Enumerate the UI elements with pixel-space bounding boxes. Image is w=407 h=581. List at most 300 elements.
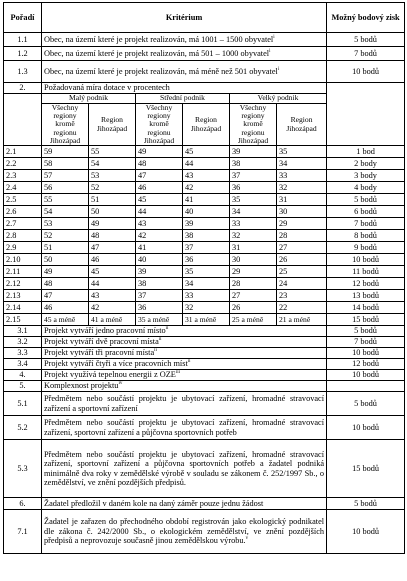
criterion-number-text: 2.12 bbox=[6, 278, 21, 288]
table-row bbox=[4, 182, 405, 194]
subsidy-rate-text: 42 bbox=[138, 230, 147, 240]
criterion-number-text: 2.1 bbox=[6, 146, 17, 156]
criterion-text bbox=[42, 416, 327, 440]
subsidy-rate-text: 52 bbox=[44, 230, 53, 240]
criterion-text-text: Projekt využívá tepelnou energii z OZE bbox=[44, 370, 176, 380]
criterion-number-text: 3.2 bbox=[17, 337, 28, 347]
subsidy-rate-text: 40 bbox=[185, 206, 194, 216]
criterion-number-text: 2.14 bbox=[6, 302, 21, 312]
subsidy-rate-text: 46 bbox=[91, 254, 100, 264]
table-row bbox=[4, 146, 405, 158]
subsidy-rate bbox=[136, 218, 183, 230]
region-header-jihozapad bbox=[89, 104, 136, 146]
criterion-points-text: 3 body bbox=[354, 170, 377, 180]
subsidy-rate bbox=[230, 266, 277, 278]
subsidy-rate bbox=[183, 218, 230, 230]
subsidy-rate-text: 43 bbox=[91, 290, 100, 300]
subsidy-rate bbox=[230, 182, 277, 194]
criterion-points bbox=[327, 314, 405, 326]
criterion-points-text: 5 bodů bbox=[354, 194, 377, 204]
footnote-mark: iii bbox=[175, 370, 181, 376]
subsidy-rate-text: 41 a méně bbox=[91, 314, 123, 324]
criterion-points bbox=[327, 348, 405, 359]
subsidy-rate bbox=[42, 158, 89, 170]
table-row bbox=[4, 392, 405, 416]
criterion-number-text: 3.1 bbox=[17, 326, 28, 336]
table-row bbox=[4, 230, 405, 242]
table-row bbox=[4, 254, 405, 266]
table-row bbox=[4, 206, 405, 218]
criterion-number-text: 2.11 bbox=[6, 266, 21, 276]
footnote-mark: ii bbox=[165, 326, 169, 332]
criterion-text bbox=[42, 440, 327, 498]
subsidy-rate bbox=[136, 194, 183, 206]
subsidy-rate-text: 24 bbox=[279, 278, 288, 288]
criterion-points-text: 10 bodů bbox=[352, 370, 380, 380]
criterion-number bbox=[4, 337, 42, 348]
subsidy-rate bbox=[89, 230, 136, 242]
table-row bbox=[4, 290, 405, 302]
subsidy-rate-text: 35 bbox=[232, 194, 241, 204]
region-header-other bbox=[136, 104, 183, 146]
table-row bbox=[4, 337, 405, 348]
criterion-points-text: 7 bodů bbox=[354, 218, 377, 228]
subsidy-rate bbox=[136, 170, 183, 182]
criterion-text-text: Předmětem nebo součástí projektu je ubytovací zařízení, hromadné stravovací zařízení, sportovní zařízení a půjčovna sportovních potřeb bbox=[44, 418, 325, 437]
region-header-other-text: Všechny regiony kromě regionu Jihozápad bbox=[237, 103, 269, 145]
subsidy-rate-text: 41 bbox=[138, 242, 147, 252]
table-row bbox=[4, 33, 405, 47]
table-row bbox=[4, 440, 405, 498]
criterion-text bbox=[42, 33, 327, 47]
criterion-number-text: 4. bbox=[19, 370, 26, 380]
criterion-number bbox=[4, 83, 42, 94]
subsidy-rate bbox=[183, 278, 230, 290]
subsidy-rate bbox=[136, 302, 183, 314]
table-row bbox=[4, 47, 405, 61]
subsidy-rate-text: 25 a méně bbox=[232, 314, 264, 324]
subsidy-rate bbox=[183, 194, 230, 206]
subsidy-rate bbox=[183, 266, 230, 278]
subsidy-rate-text: 52 bbox=[91, 182, 100, 192]
criterion-points bbox=[327, 416, 405, 440]
criterion-number bbox=[4, 359, 42, 370]
subsidy-rate-text: 47 bbox=[138, 170, 147, 180]
criterion-number bbox=[4, 230, 42, 242]
criterion-number bbox=[4, 370, 42, 381]
criterion-number-text: 2.9 bbox=[6, 242, 17, 252]
criterion-text-text: Obec, na území které je projekt realizován, má méně než 501 obyvatel bbox=[44, 66, 278, 76]
criterion-points bbox=[327, 230, 405, 242]
subsidy-rate-text: 43 bbox=[138, 218, 147, 228]
subsidy-rate bbox=[230, 206, 277, 218]
subsidy-rate-text: 45 bbox=[138, 194, 147, 204]
subsidy-rate bbox=[230, 290, 277, 302]
subsidy-rate-text: 35 bbox=[279, 146, 288, 156]
subsidy-rate-text: 39 bbox=[232, 146, 241, 156]
subsidy-rate-text: 44 bbox=[91, 278, 100, 288]
criterion-number bbox=[4, 278, 42, 290]
subsidy-rate-text: 38 bbox=[232, 158, 241, 168]
subsidy-rate-text: 58 bbox=[44, 158, 53, 168]
criterion-points bbox=[327, 370, 405, 381]
subsidy-rate bbox=[136, 206, 183, 218]
subsidy-rate bbox=[42, 242, 89, 254]
criterion-points-text: 4 body bbox=[354, 182, 377, 192]
subsidy-rate-text: 53 bbox=[44, 218, 53, 228]
empty-points-cell bbox=[327, 381, 405, 392]
subsidy-rate bbox=[42, 302, 89, 314]
table-row bbox=[4, 416, 405, 440]
subsidy-rate-text: 31 a méně bbox=[185, 314, 217, 324]
criterion-points bbox=[327, 290, 405, 302]
subsidy-rate-text: 53 bbox=[91, 170, 100, 180]
criterion-points-text: 10 bodů bbox=[352, 254, 380, 264]
subsidy-rate bbox=[183, 230, 230, 242]
criterion-number bbox=[4, 254, 42, 266]
subsidy-rate-text: 33 bbox=[232, 218, 241, 228]
criterion-number-text: 5.3 bbox=[17, 463, 28, 473]
criterion-number bbox=[4, 182, 42, 194]
criterion-number bbox=[4, 242, 42, 254]
subsidy-rate bbox=[183, 182, 230, 194]
subsidy-rate bbox=[277, 206, 327, 218]
subsidy-rate bbox=[136, 290, 183, 302]
criterion-points-text: 11 bodů bbox=[352, 266, 379, 276]
region-header-other bbox=[230, 104, 277, 146]
subsidy-rate-text: 33 bbox=[279, 170, 288, 180]
subsidy-rate bbox=[42, 230, 89, 242]
criterion-number-text: 2.6 bbox=[6, 206, 17, 216]
criterion-points bbox=[327, 254, 405, 266]
table-row bbox=[4, 498, 405, 510]
subsidy-rate-text: 45 bbox=[185, 146, 194, 156]
table-row bbox=[4, 302, 405, 314]
criterion-points bbox=[327, 440, 405, 498]
subsidy-rate-text: 55 bbox=[44, 194, 53, 204]
subsidy-rate-text: 48 bbox=[91, 230, 100, 240]
enterprise-size-header-text: Velký podnik bbox=[257, 93, 299, 103]
subsidy-rate bbox=[42, 146, 89, 158]
subsidy-rate-text: 28 bbox=[279, 230, 288, 240]
subsidy-rate bbox=[42, 278, 89, 290]
criterion-points bbox=[327, 61, 405, 83]
subsidy-rate-text: 32 bbox=[232, 230, 241, 240]
subsidy-rate bbox=[230, 170, 277, 182]
table-row bbox=[4, 314, 405, 326]
subsidy-rate bbox=[230, 230, 277, 242]
subsidy-rate-text: 49 bbox=[44, 266, 53, 276]
footnote-mark: i bbox=[269, 49, 271, 55]
subsidy-rate bbox=[230, 218, 277, 230]
criterion-number bbox=[4, 290, 42, 302]
criterion-points-text: 5 bodů bbox=[354, 398, 377, 408]
subsidy-rate bbox=[277, 302, 327, 314]
subsidy-rate-text: 42 bbox=[91, 302, 100, 312]
subsidy-rate bbox=[277, 254, 327, 266]
section-title-text: Komplexnost projektu bbox=[44, 381, 119, 391]
criterion-number bbox=[4, 498, 42, 510]
subsidy-rate-text: 32 bbox=[185, 302, 194, 312]
subsidy-rate-text: 39 bbox=[138, 266, 147, 276]
criterion-number bbox=[4, 61, 42, 83]
table-row bbox=[4, 348, 405, 359]
criterion-number-text: 2.10 bbox=[6, 254, 21, 264]
table-row bbox=[4, 61, 405, 83]
criterion-points bbox=[327, 337, 405, 348]
table-row bbox=[4, 359, 405, 370]
subsidy-rate bbox=[42, 170, 89, 182]
criterion-text-text: Projekt vytváří dvě pracovní místa bbox=[44, 337, 159, 347]
criterion-points-text: 5 bodů bbox=[354, 498, 377, 508]
criterion-points bbox=[327, 510, 405, 554]
criterion-points bbox=[327, 392, 405, 416]
criterion-points-text: 10 bodů bbox=[352, 66, 380, 76]
subsidy-rate bbox=[183, 158, 230, 170]
criterion-number-text: 5. bbox=[19, 381, 26, 391]
subsidy-rate bbox=[230, 314, 277, 326]
criterion-points bbox=[327, 47, 405, 61]
table-row bbox=[4, 278, 405, 290]
criterion-points-text: 5 bodů bbox=[354, 34, 377, 44]
subsidy-rate-text: 57 bbox=[44, 170, 53, 180]
footnote-mark: i bbox=[273, 35, 275, 41]
criterion-number bbox=[4, 348, 42, 359]
subsidy-rate bbox=[42, 314, 89, 326]
subsidy-rate-text: 26 bbox=[232, 302, 241, 312]
criterion-number bbox=[4, 392, 42, 416]
criterion-number bbox=[4, 158, 42, 170]
criterion-points bbox=[327, 266, 405, 278]
subsidy-rate-text: 21 a méně bbox=[279, 314, 311, 324]
table-body bbox=[4, 33, 405, 554]
criterion-points-text: 2 body bbox=[354, 158, 377, 168]
criterion-number-text: 2.4 bbox=[6, 182, 17, 192]
subsidy-rate bbox=[277, 278, 327, 290]
criterion-text bbox=[42, 498, 327, 510]
table-row bbox=[4, 266, 405, 278]
subsidy-rate-text: 30 bbox=[279, 206, 288, 216]
subsidy-rate-text: 29 bbox=[232, 266, 241, 276]
criterion-number-text: 2.13 bbox=[6, 290, 21, 300]
criterion-points-text: 13 bodů bbox=[352, 290, 380, 300]
criterion-number-text: 1.2 bbox=[17, 48, 28, 58]
subsidy-rate-text: 47 bbox=[44, 290, 53, 300]
subsidy-rate-text: 51 bbox=[44, 242, 53, 252]
criterion-points bbox=[327, 326, 405, 337]
subsidy-rate-text: 48 bbox=[44, 278, 53, 288]
subsidy-rate bbox=[136, 242, 183, 254]
subsidy-rate-text: 49 bbox=[138, 146, 147, 156]
subsidy-rate bbox=[89, 206, 136, 218]
criterion-number bbox=[4, 302, 42, 314]
criterion-points-text: 10 bodů bbox=[352, 526, 380, 536]
criterion-text-text: Žadatel předložil v daném kole na daný záměr pouze jednu žádost bbox=[44, 498, 264, 508]
criterion-points-text: 10 bodů bbox=[352, 422, 380, 432]
subsidy-rate bbox=[42, 206, 89, 218]
subsidy-rate bbox=[230, 194, 277, 206]
region-header-jihozapad bbox=[277, 104, 327, 146]
criterion-number bbox=[4, 146, 42, 158]
subsidy-rate-text: 45 a méně bbox=[44, 314, 76, 324]
subsidy-rate bbox=[277, 146, 327, 158]
subsidy-rate bbox=[277, 242, 327, 254]
subsidy-rate bbox=[277, 182, 327, 194]
subsidy-rate-text: 47 bbox=[91, 242, 100, 252]
region-header-jihozapad bbox=[183, 104, 230, 146]
subsidy-rate bbox=[230, 278, 277, 290]
subsidy-rate bbox=[230, 158, 277, 170]
subsidy-rate bbox=[183, 290, 230, 302]
criterion-number bbox=[4, 33, 42, 47]
region-header-other bbox=[42, 104, 89, 146]
criterion-points bbox=[327, 194, 405, 206]
criterion-text bbox=[42, 392, 327, 416]
subsidy-rate bbox=[89, 146, 136, 158]
enterprise-size-header bbox=[136, 94, 230, 104]
section-title bbox=[42, 381, 327, 392]
criterion-text bbox=[42, 348, 327, 359]
subsidy-rate bbox=[89, 194, 136, 206]
criterion-points-text: 8 bodů bbox=[354, 230, 377, 240]
subsidy-rate bbox=[89, 242, 136, 254]
subsidy-rate bbox=[42, 218, 89, 230]
subsidy-rate bbox=[136, 158, 183, 170]
subsidy-rate-text: 34 bbox=[185, 278, 194, 288]
criterion-number-text: 2.8 bbox=[6, 230, 17, 240]
subsidy-rate-text: 45 bbox=[91, 266, 100, 276]
enterprise-size-header-text: Střední podnik bbox=[160, 93, 205, 103]
subsidy-rate bbox=[183, 242, 230, 254]
subsidy-rate-text: 27 bbox=[279, 242, 288, 252]
subsidy-rate-text: 43 bbox=[185, 170, 194, 180]
section-title-text: Požadovaná míra dotace v procentech bbox=[44, 83, 170, 93]
subsidy-rate bbox=[89, 314, 136, 326]
criterion-points bbox=[327, 498, 405, 510]
subsidy-rate bbox=[277, 266, 327, 278]
subsidy-rate-text: 28 bbox=[232, 278, 241, 288]
subsidy-rate bbox=[42, 194, 89, 206]
footnote-mark: i bbox=[277, 67, 280, 73]
subsidy-rate-text: 40 bbox=[138, 254, 147, 264]
criterion-text-text: Projekt vytváří čtyři a více pracovních míst bbox=[44, 359, 188, 369]
table-row bbox=[4, 218, 405, 230]
subsidy-rate-text: 23 bbox=[279, 290, 288, 300]
subsidy-rate bbox=[89, 266, 136, 278]
region-header-jihozapad-text: Region Jihozápad bbox=[286, 115, 317, 133]
subsidy-rate-text: 41 bbox=[185, 194, 194, 204]
subsidy-rate-text: 30 bbox=[232, 254, 241, 264]
subsidy-rate-text: 59 bbox=[44, 146, 53, 156]
criterion-number-text: 2.7 bbox=[6, 218, 17, 228]
criterion-number-text: 7.1 bbox=[17, 526, 28, 536]
subsidy-rate-text: 25 bbox=[279, 266, 288, 276]
header-criterion: Kritérium bbox=[42, 3, 327, 33]
criterion-points-text: 15 bodů bbox=[352, 463, 380, 473]
criterion-points-text: 12 bodů bbox=[352, 278, 380, 288]
subsidy-rate bbox=[42, 254, 89, 266]
subsidy-rate-text: 48 bbox=[138, 158, 147, 168]
header-order: Pořadí bbox=[4, 3, 42, 33]
criterion-text bbox=[42, 510, 327, 554]
subsidy-rate bbox=[42, 290, 89, 302]
subsidy-rate-text: 55 bbox=[91, 146, 100, 156]
empty-number-cell bbox=[4, 94, 42, 146]
subsidy-rate-text: 35 a méně bbox=[138, 314, 170, 324]
criterion-number bbox=[4, 170, 42, 182]
footnote-mark: v bbox=[245, 536, 249, 542]
table-row bbox=[4, 326, 405, 337]
table-row bbox=[4, 83, 405, 94]
criterion-text-text: Žadatel je zařazen do přechodného období registrován jako ekologický podnikatel dle zákona č. 242/2000 Sb., o ekologickém zemědělství, ve znění pozdějších předpisů a neprovozuje současně jinou zemědělskou výrobu. bbox=[44, 517, 325, 546]
enterprise-size-header bbox=[230, 94, 327, 104]
subsidy-rate bbox=[230, 242, 277, 254]
subsidy-rate bbox=[89, 254, 136, 266]
criterion-points bbox=[327, 146, 405, 158]
region-header-other-text: Všechny regiony kromě regionu Jihozápad bbox=[49, 103, 81, 145]
criterion-points bbox=[327, 302, 405, 314]
subsidy-rate-text: 50 bbox=[44, 254, 53, 264]
subsidy-rate-text: 36 bbox=[185, 254, 194, 264]
criterion-number-text: 2.3 bbox=[6, 170, 17, 180]
criterion-number bbox=[4, 194, 42, 206]
subsidy-rate bbox=[89, 170, 136, 182]
subsidy-rate-text: 44 bbox=[185, 158, 194, 168]
criterion-text-text: Předmětem nebo součástí projektu je ubytovací zařízení, hromadné stravovací zařízení a sportovní zařízení bbox=[44, 394, 325, 413]
criterion-number-text: 2.15 bbox=[6, 314, 21, 324]
table-row bbox=[4, 158, 405, 170]
criterion-text-text: Obec, na území které je projekt realizován, má 501 – 1000 obyvatel bbox=[44, 48, 270, 58]
criterion-points-text: 7 bodů bbox=[354, 337, 377, 347]
criterion-text bbox=[42, 359, 327, 370]
criterion-number-text: 1.1 bbox=[17, 34, 28, 44]
criterion-text bbox=[42, 47, 327, 61]
criterion-number-text: 3.3 bbox=[17, 348, 28, 358]
subsidy-rate-text: 36 bbox=[232, 182, 241, 192]
table-row bbox=[4, 510, 405, 554]
criterion-text bbox=[42, 337, 327, 348]
criterion-number bbox=[4, 206, 42, 218]
subsidy-rate bbox=[89, 290, 136, 302]
subsidy-rate bbox=[136, 278, 183, 290]
subsidy-rate-text: 38 bbox=[138, 278, 147, 288]
subsidy-rate bbox=[277, 230, 327, 242]
criterion-number bbox=[4, 314, 42, 326]
table-row bbox=[4, 242, 405, 254]
enterprise-size-header-text: Malý podnik bbox=[68, 93, 109, 103]
subsidy-rate-text: 37 bbox=[138, 290, 147, 300]
enterprise-size-header bbox=[42, 94, 136, 104]
subsidy-rate bbox=[136, 146, 183, 158]
subsidy-rate bbox=[89, 218, 136, 230]
subsidy-rate bbox=[277, 170, 327, 182]
criterion-number-text: 1.3 bbox=[17, 66, 28, 76]
criterion-number-text: 5.1 bbox=[17, 398, 28, 408]
region-header-other-text: Všechny regiony kromě regionu Jihozápad bbox=[143, 103, 175, 145]
criterion-points bbox=[327, 218, 405, 230]
subsidy-rate bbox=[136, 254, 183, 266]
subsidy-rate-text: 36 bbox=[138, 302, 147, 312]
empty-points-cell bbox=[327, 83, 405, 146]
criterion-number-text: 2. bbox=[19, 83, 26, 93]
subsidy-rate bbox=[89, 278, 136, 290]
criterion-points-text: 10 bodů bbox=[352, 348, 380, 358]
criterion-number-text: 2.5 bbox=[6, 194, 17, 204]
subsidy-rate-text: 54 bbox=[91, 158, 100, 168]
subsidy-rate-text: 37 bbox=[232, 170, 241, 180]
criterion-number bbox=[4, 326, 42, 337]
subsidy-rate-text: 42 bbox=[185, 182, 194, 192]
